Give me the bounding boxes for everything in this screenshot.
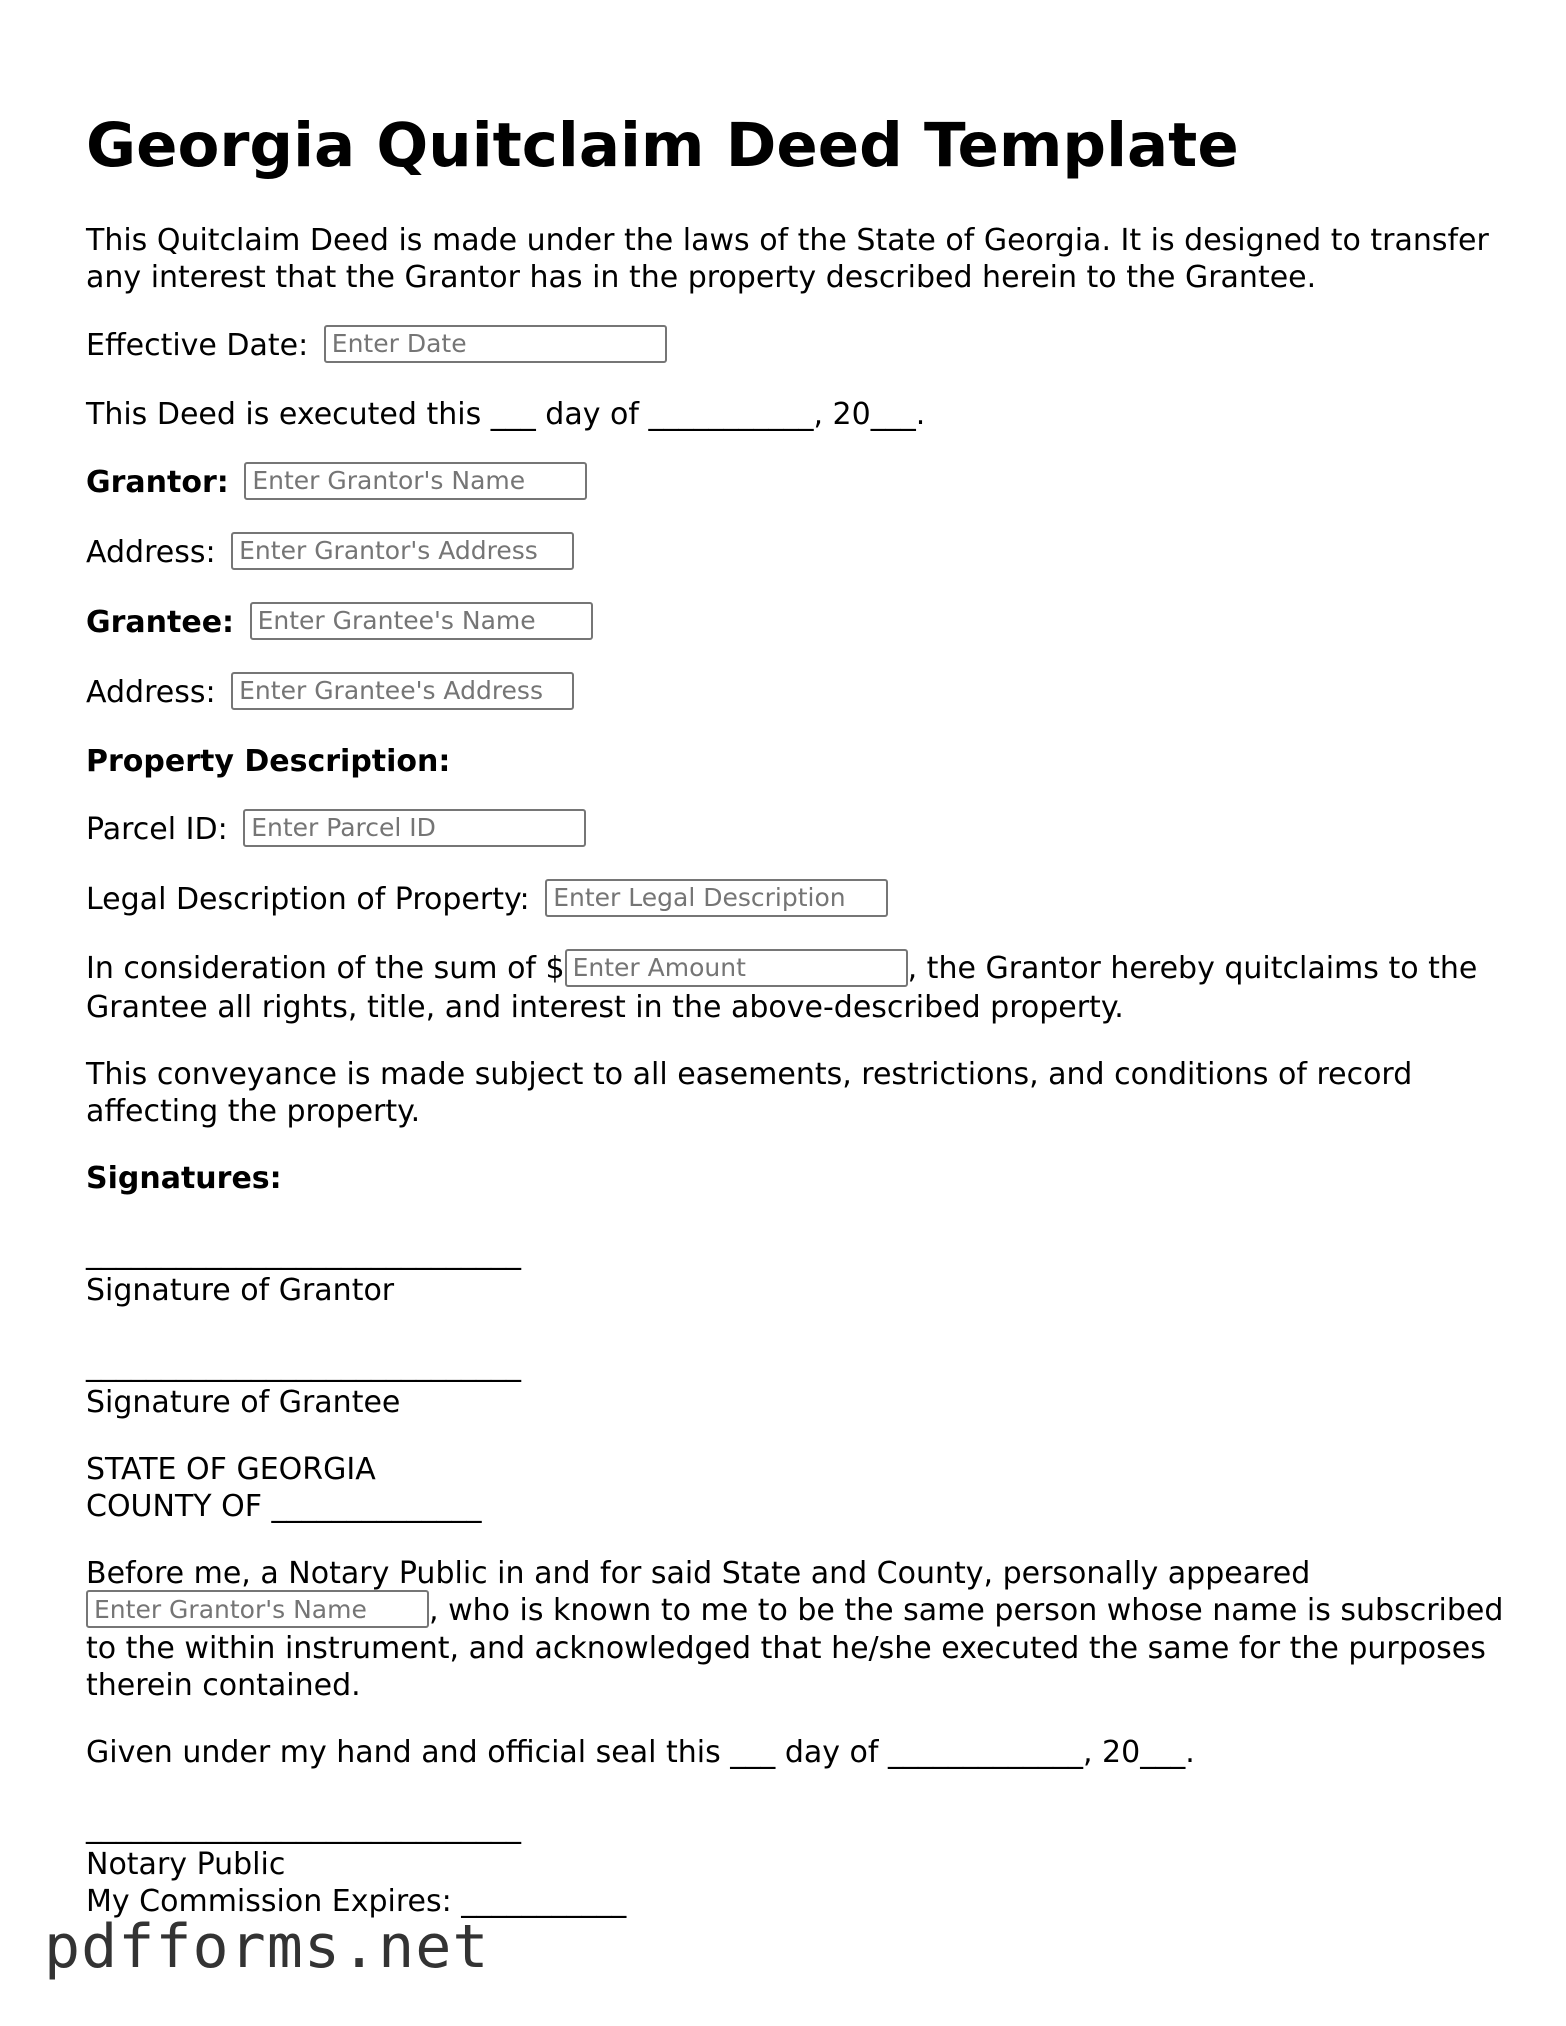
notary-signature-block <box>86 1809 1506 1920</box>
seal-line: Given under my hand and official seal this ___ day of _____________, 20___. <box>86 1735 1195 1770</box>
grantor-label: Grantor: <box>86 465 229 500</box>
grantor-address-row <box>86 533 1506 573</box>
grantor-signature-block <box>86 1235 1506 1309</box>
consideration-text-after: , the Grantor hereby quitclaims to the Grantee all rights, title, and interest in the above-described property. <box>86 951 1478 1025</box>
commission-expires-line: My Commission Expires: ___________ <box>86 1884 627 1919</box>
grantee-label: Grantee: <box>86 605 235 640</box>
legal-description-row <box>86 880 1506 920</box>
grantee-signature-label: Signature of Grantee <box>86 1384 401 1420</box>
parcel-label: Parcel ID: <box>86 812 228 847</box>
notary-grantor-name-input[interactable] <box>86 1590 429 1628</box>
notary-public-label: Notary Public <box>86 1847 286 1882</box>
consideration-text-before: In consideration of the sum of $ <box>86 951 565 986</box>
deed-document <box>86 108 1506 1950</box>
grantee-signature-block <box>86 1347 1506 1421</box>
grantee-address-row <box>86 673 1506 713</box>
notary-signature-line: _____________________________ <box>86 1810 521 1845</box>
state-line: STATE OF GEORGIA <box>86 1451 376 1487</box>
property-heading: Property Description: <box>86 744 451 779</box>
conveyance-paragraph: This conveyance is made subject to all easements, restrictions, and conditions of record affecting the property. <box>86 1056 1413 1129</box>
executed-line: This Deed is executed this ___ day of ___________, 20___. <box>86 397 926 432</box>
watermark-logo: pdfforms.net <box>44 1912 490 1982</box>
venue-block <box>86 1451 1506 1525</box>
signatures-heading: Signatures: <box>86 1160 282 1196</box>
grantee-address-label: Address: <box>86 675 216 710</box>
notary-paragraph <box>86 1555 1506 1705</box>
effective-date-label: Effective Date: <box>86 328 309 363</box>
grantee-name-input[interactable] <box>250 602 593 640</box>
grantor-row <box>86 463 1506 503</box>
grantor-address-input[interactable] <box>231 532 574 570</box>
county-line: COUNTY OF ______________ <box>86 1488 482 1524</box>
grantor-name-input[interactable] <box>244 462 587 500</box>
page-title: Georgia Quitclaim Deed Template <box>86 110 1239 181</box>
notary-text-before: Before me, a Notary Public in and for said State and County, personally appeared <box>86 1555 1311 1591</box>
effective-date-input[interactable] <box>324 325 667 363</box>
notary-text-after: , who is known to me to be the same person whose name is subscribed to the within instrument, and acknowledged that he/she executed the same for the purposes therein contained. <box>86 1592 1504 1703</box>
consideration-paragraph <box>86 950 1506 1026</box>
effective-date-row <box>86 326 1506 366</box>
grantee-signature-line: _____________________________ <box>86 1347 521 1383</box>
grantor-signature-line: _____________________________ <box>86 1235 521 1271</box>
grantor-address-label: Address: <box>86 535 216 570</box>
legal-description-input[interactable] <box>545 879 888 917</box>
grantor-signature-label: Signature of Grantor <box>86 1272 395 1308</box>
parcel-row <box>86 810 1506 850</box>
amount-input[interactable] <box>565 949 908 987</box>
intro-paragraph: This Quitclaim Deed is made under the laws of the State of Georgia. It is designed to transfer any interest that the Grantor has in the property described herein to the Grantee. <box>86 223 1489 295</box>
parcel-id-input[interactable] <box>243 809 586 847</box>
grantee-address-input[interactable] <box>231 672 574 710</box>
grantee-row <box>86 603 1506 643</box>
legal-description-label: Legal Description of Property: <box>86 882 530 917</box>
